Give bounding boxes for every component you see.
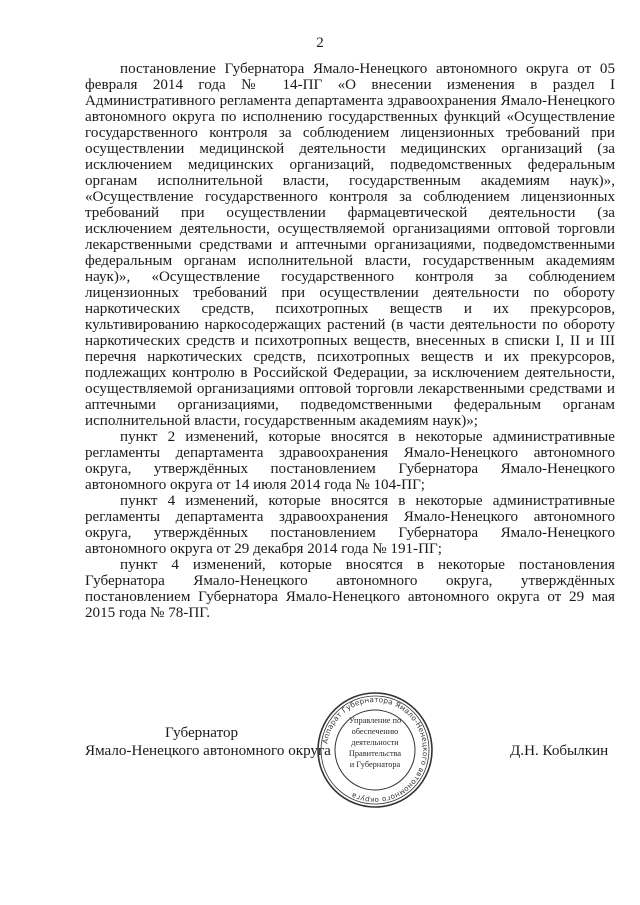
stamp-center-text: [337, 715, 413, 770]
paragraph-3: пункт 4 изменений, которые вносятся в некоторые административные регламенты департамента здравоохранения Ямало-Ненецкого автономного округа, утверждённых постановлением Губернатора Ямало-Ненецкого автономного округа от 29 декабря 2014 года № 191-ПГ;: [85, 493, 615, 557]
signature-name: Д.Н. Кобылкин: [510, 743, 609, 759]
stamp-line: и Губернатора: [349, 760, 401, 769]
document-body: [85, 61, 615, 621]
stamp-line: Правительства: [348, 749, 402, 758]
paragraph-2: пункт 2 изменений, которые вносятся в некоторые административные регламенты департамента здравоохранения Ямало-Ненецкого автономного округа, утверждённых постановлением Губернатора Ямало-Ненецкого автономного округа от 14 июля 2014 года № 104-ПГ;: [85, 429, 615, 493]
paragraph-1: постановление Губернатора Ямало-Ненецкого автономного округа от 05 февраля 2014 года № 14-ПГ «О внесении изменения в раздел I Административного регламента департамента здравоохранения Ямало-Ненецкого автономного округа по исполнению государственных функций «Осуществление государственного контроля за соблюдением лицензионных требований при осуществлении медицинской деятельности медицинских организаций (за исключением медицинских организаций, подведомственных федеральным органам исполнительной власти, государственным академиям наук)», «Осуществление государственного контроля за соблюдением лицензионных требований при осуществлении фармацевтической деятельности (за исключением деятельности, осуществляемой организациями оптовой торговли лекарственными средствами и аптечными организациями, подведомственными федеральным органам исполнительной власти, государственным академиям наук)», «Осуществление государственного контроля за соблюдением лицензионных требований при осуществлении деятельности по обороту наркотических средств, психотропных веществ и их прекурсоров, культивированию наркосодержащих растений (в части деятельности по обороту наркотических средств и психотропных веществ, внесенных в списки I, II и III перечня наркотических средств, психотропных веществ и их прекурсоров, подлежащих контролю в Российской Федерации, за исключением деятельности, осуществляемой организациями оптовой торговли лекарственными средствами и аптечными организациями, подведомственными федеральным органам исполнительной власти, государственным академиям наук)»;: [85, 61, 615, 429]
signature-organization: Ямало-Ненецкого автономного округа: [85, 743, 331, 759]
page-number: 2: [316, 35, 324, 51]
official-stamp: [315, 690, 435, 810]
paragraph-4: пункт 4 изменений, которые вносятся в некоторые постановления Губернатора Ямало-Ненецкого автономного округа, утверждённых постановлением Губернатора Ямало-Ненецкого автономного округа от 29 мая 2015 года № 78-ПГ.: [85, 557, 615, 621]
svg-text:Аппарат Губернатора Ямало-Нене: Аппарат Губернатора Ямало-Ненецкого автономного округа: [320, 694, 431, 806]
stamp-line: Управление по: [348, 716, 402, 725]
stamp-line: обеспечению: [351, 727, 399, 736]
signature-title: Губернатор: [165, 725, 239, 741]
stamp-line: деятельности: [351, 738, 399, 747]
